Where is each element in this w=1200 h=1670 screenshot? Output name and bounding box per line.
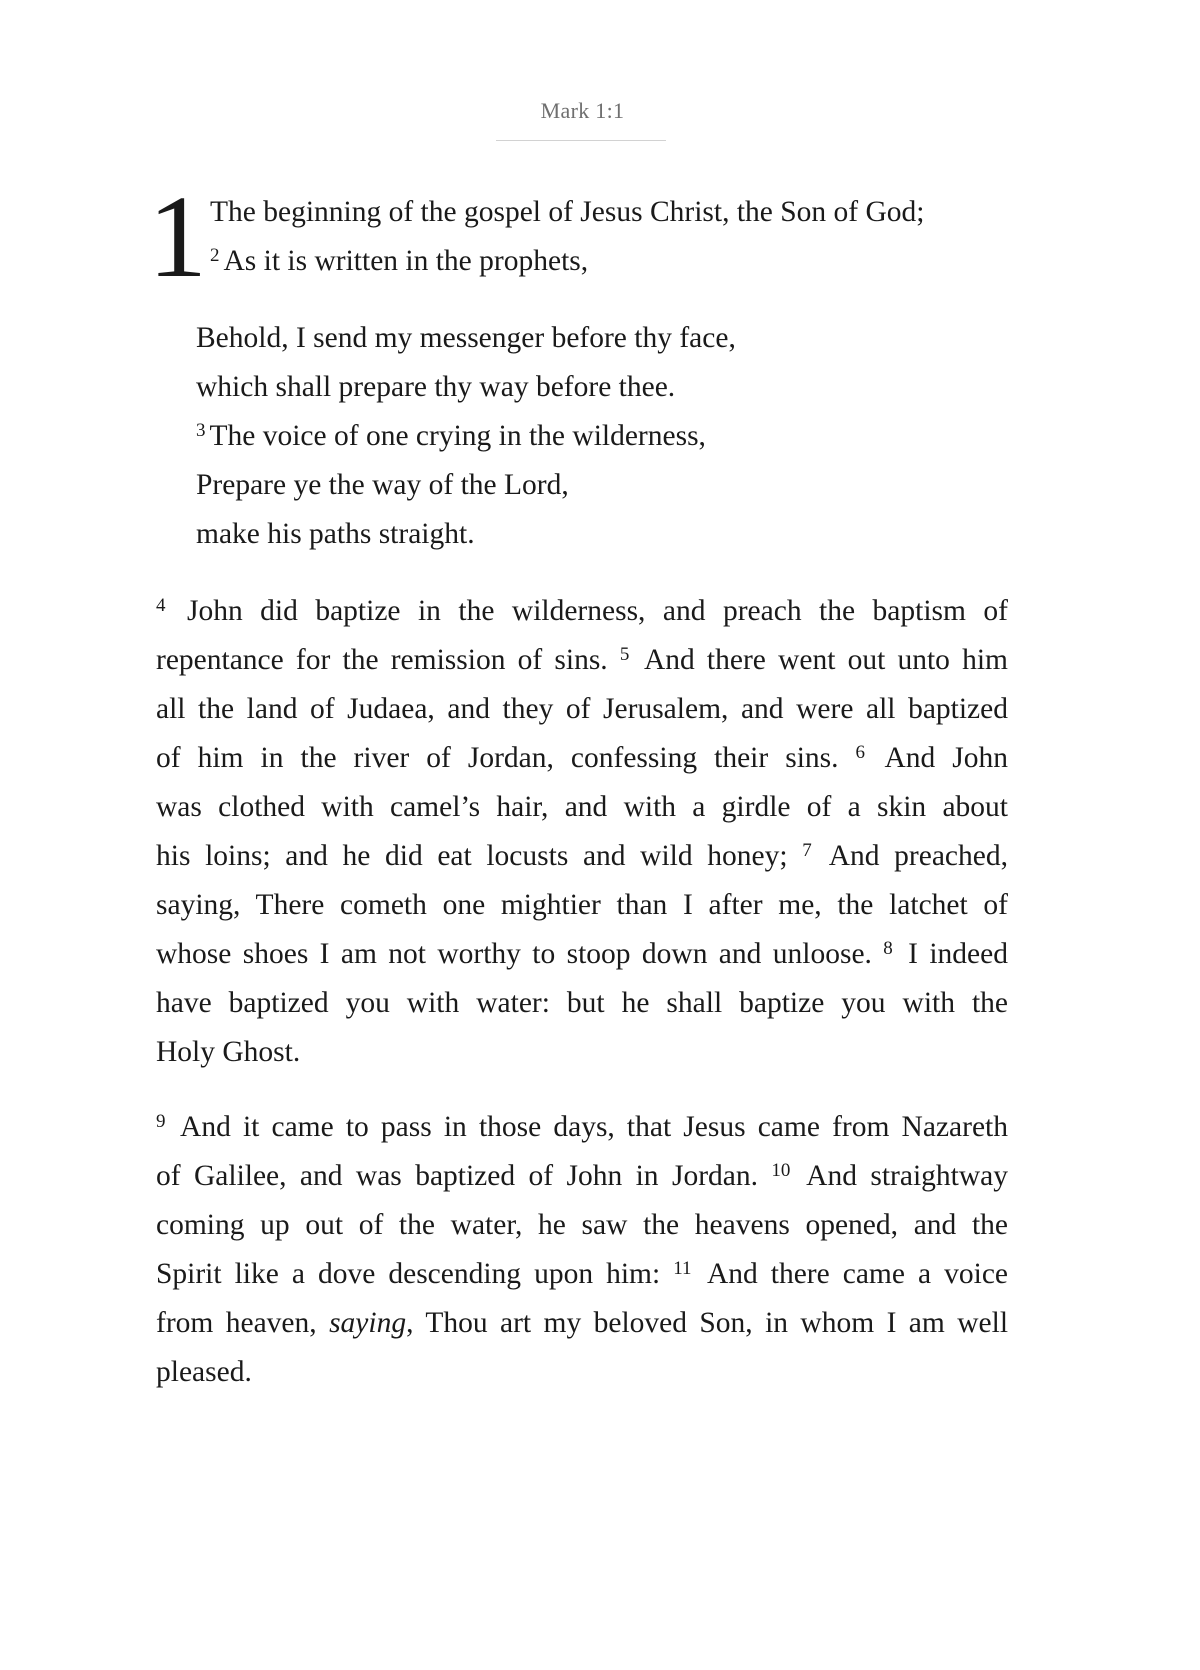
poetry-line: which shall prepare thy way before thee. <box>196 371 676 403</box>
verse-number: 2 <box>210 245 220 266</box>
paragraph-line: from heaven, saying, Thou art my beloved Son, in whom I am well <box>156 1307 1009 1339</box>
paragraph-line: whose shoes I am not worthy to stoop down and unloose. $^8$ I indeed <box>156 938 1008 970</box>
paragraph-line: coming up out of the water, he saw the heavens opened, and the <box>156 1209 1008 1241</box>
poetry-line <box>196 412 706 464</box>
verse-number: 4 <box>156 595 166 616</box>
verse-text: As it is written in the prophets, <box>223 245 589 277</box>
header-divider <box>496 140 666 141</box>
verse-number: 6 <box>855 742 866 763</box>
paragraph-line: Holy Ghost. <box>156 1036 301 1068</box>
verse-text: The voice of one crying in the wilderness, <box>209 420 706 452</box>
poetry-line: Prepare ye the way of the Lord, <box>196 469 569 501</box>
verse-number: 9 <box>156 1111 166 1132</box>
verse-number: 11 <box>673 1258 692 1279</box>
paragraph-line: $^9$ And it came to pass in those days, that Jesus came from Nazareth <box>156 1111 1009 1143</box>
paragraph-line: all the land of Judaea, and they of Jerusalem, and were all baptized <box>156 693 1008 725</box>
paragraph-line: was clothed with camel’s hair, and with a girdle of a skin about <box>156 791 1008 823</box>
paragraph-line: repentance for the remission of sins. $^5$ And there went out unto him <box>156 644 1009 676</box>
verse-number: 10 <box>771 1160 791 1181</box>
poetry-line: make his paths straight. <box>196 518 475 550</box>
verse-text: The beginning of the gospel of Jesus Christ, the Son of God; <box>210 196 925 228</box>
paragraph-line: of him in the river of Jordan, confessing their sins. $^6$ And John <box>156 742 1008 774</box>
verse-number: 8 <box>883 938 893 959</box>
italic-word: saying <box>329 1307 407 1339</box>
paragraph-line: his loins; and he did eat locusts and wild honey; $^7$ And preached, <box>156 840 1008 872</box>
paragraph-line: saying, There cometh one mightier than I after me, the latchet of <box>156 889 1008 921</box>
poetry-line: Behold, I send my messenger before thy face, <box>196 322 736 354</box>
paragraph-line: of Galilee, and was baptized of John in Jordan. $^{10}$ And straightway <box>156 1160 1009 1192</box>
verse-number: 5 <box>619 644 630 665</box>
verse-number: 3 <box>196 420 206 441</box>
running-head: Mark 1:1 <box>540 98 625 123</box>
paragraph-line: have baptized you with water: but he shall baptize you with the <box>156 987 1008 1019</box>
verse-line <box>210 188 924 237</box>
verse-line <box>210 237 588 289</box>
paragraph-line: Spirit like a dove descending upon him: $^{11}$ And there came a voice <box>156 1258 1009 1290</box>
verse-number: 7 <box>802 840 812 861</box>
chapter-number: 1 <box>148 171 207 302</box>
paragraph-line: pleased. <box>156 1356 252 1388</box>
paragraph-line: $^4$ John did baptize in the wilderness, and preach the baptism of <box>156 595 1008 627</box>
